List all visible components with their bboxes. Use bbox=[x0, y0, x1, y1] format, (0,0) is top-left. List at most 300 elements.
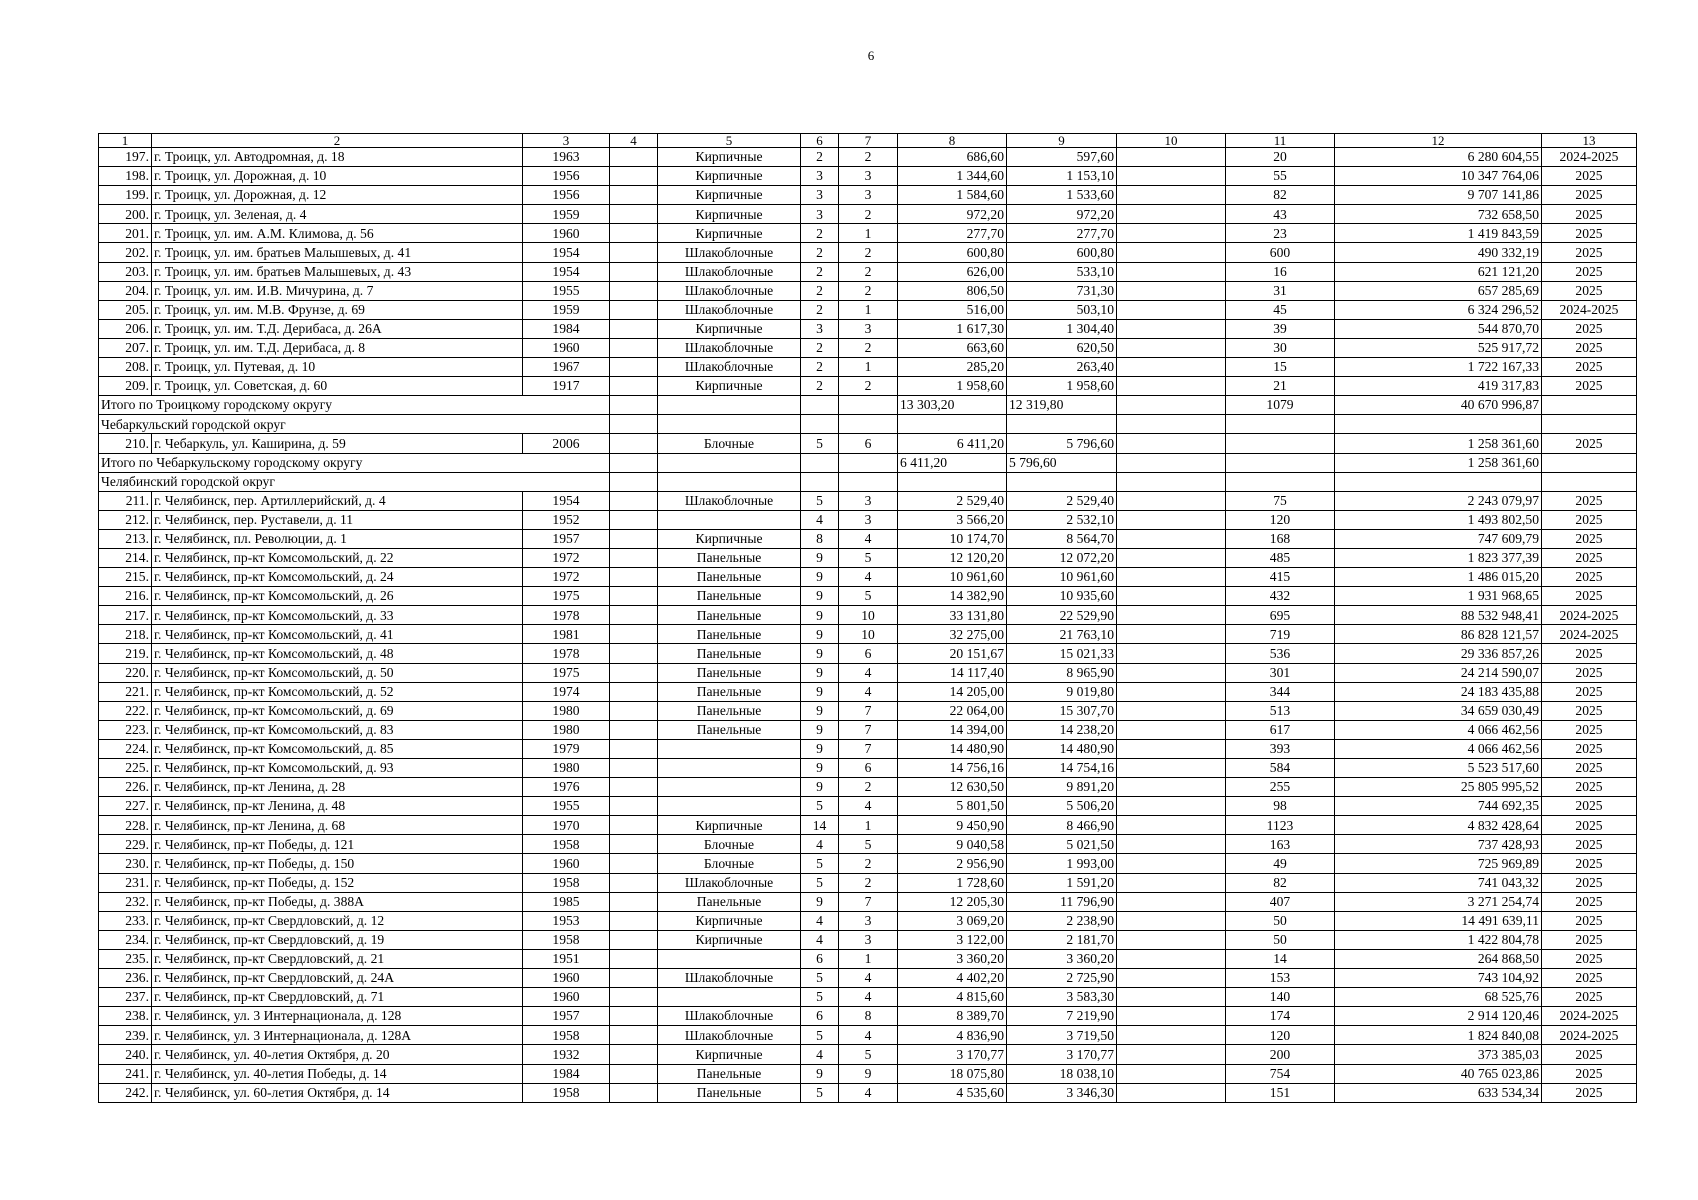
year-cell: 1957 bbox=[523, 529, 610, 548]
period-cell: 2025 bbox=[1542, 186, 1637, 205]
total-label: Итого по Троицкому городскому округу bbox=[99, 396, 610, 415]
living-area-cell: 22 529,90 bbox=[1007, 606, 1117, 625]
cost-cell: 6 280 604,55 bbox=[1335, 148, 1542, 167]
total-area-cell: 8 389,70 bbox=[898, 1007, 1007, 1026]
column-4-cell bbox=[610, 587, 658, 606]
address-cell: г. Челябинск, пл. Революции, д. 1 bbox=[152, 529, 523, 548]
total-area-cell: 686,60 bbox=[898, 148, 1007, 167]
entrances-cell: 10 bbox=[839, 625, 898, 644]
period-cell: 2025 bbox=[1542, 243, 1637, 262]
row-number: 209. bbox=[99, 377, 152, 396]
period-cell: 2025 bbox=[1542, 854, 1637, 873]
year-cell: 1960 bbox=[523, 224, 610, 243]
total-area-cell: 22 064,00 bbox=[898, 701, 1007, 720]
address-cell: г. Челябинск, пр-кт Комсомольский, д. 85 bbox=[152, 739, 523, 758]
column-10-cell bbox=[1117, 739, 1226, 758]
material-cell: Шлакоблочные bbox=[658, 491, 801, 510]
material-cell: Шлакоблочные bbox=[658, 969, 801, 988]
table-row bbox=[99, 548, 1637, 567]
total-area-cell: 5 801,50 bbox=[898, 797, 1007, 816]
table-row bbox=[99, 262, 1637, 281]
table-row bbox=[99, 759, 1637, 778]
entrances-cell: 7 bbox=[839, 739, 898, 758]
column-10-cell bbox=[1117, 148, 1226, 167]
cost-cell: 24 183 435,88 bbox=[1335, 682, 1542, 701]
row-number: 203. bbox=[99, 262, 152, 281]
entrances-cell: 4 bbox=[839, 1083, 898, 1102]
cost-cell: 2 914 120,46 bbox=[1335, 1007, 1542, 1026]
period-cell: 2025 bbox=[1542, 510, 1637, 529]
table-row bbox=[99, 606, 1637, 625]
period-cell: 2025 bbox=[1542, 873, 1637, 892]
year-cell: 1979 bbox=[523, 739, 610, 758]
total-area-cell: 4 535,60 bbox=[898, 1083, 1007, 1102]
table-row bbox=[99, 1045, 1637, 1064]
empty-cell bbox=[801, 472, 839, 491]
residents-cell: 20 bbox=[1226, 148, 1335, 167]
empty-cell bbox=[1542, 415, 1637, 434]
living-area-cell: 1 591,20 bbox=[1007, 873, 1117, 892]
floors-cell: 2 bbox=[801, 377, 839, 396]
residents-cell: 39 bbox=[1226, 319, 1335, 338]
column-4-cell bbox=[610, 148, 658, 167]
living-area-cell: 1 153,10 bbox=[1007, 167, 1117, 186]
row-number: 210. bbox=[99, 434, 152, 453]
year-cell: 1958 bbox=[523, 930, 610, 949]
entrances-cell: 7 bbox=[839, 720, 898, 739]
living-area-cell: 15 307,70 bbox=[1007, 701, 1117, 720]
entrances-cell: 2 bbox=[839, 873, 898, 892]
column-4-cell bbox=[610, 548, 658, 567]
material-cell: Кирпичные bbox=[658, 167, 801, 186]
column-10-cell bbox=[1117, 720, 1226, 739]
column-4-cell bbox=[610, 988, 658, 1007]
row-number: 232. bbox=[99, 892, 152, 911]
table-row bbox=[99, 358, 1637, 377]
column-number-header: 11 bbox=[1226, 134, 1335, 148]
table-row bbox=[99, 281, 1637, 300]
floors-cell: 14 bbox=[801, 816, 839, 835]
entrances-cell: 3 bbox=[839, 510, 898, 529]
entrances-cell: 1 bbox=[839, 300, 898, 319]
residents-cell: 30 bbox=[1226, 338, 1335, 357]
residents-cell: 82 bbox=[1226, 873, 1335, 892]
living-area-cell: 3 170,77 bbox=[1007, 1045, 1117, 1064]
address-cell: г. Троицк, ул. Советская, д. 60 bbox=[152, 377, 523, 396]
material-cell: Шлакоблочные bbox=[658, 338, 801, 357]
entrances-cell: 4 bbox=[839, 529, 898, 548]
residents-cell: 600 bbox=[1226, 243, 1335, 262]
row-number: 225. bbox=[99, 759, 152, 778]
residents-cell: 415 bbox=[1226, 568, 1335, 587]
cost-cell: 24 214 590,07 bbox=[1335, 663, 1542, 682]
table-row bbox=[99, 510, 1637, 529]
address-cell: г. Челябинск, пр-кт Ленина, д. 28 bbox=[152, 778, 523, 797]
table-row bbox=[99, 739, 1637, 758]
total-area-cell: 1 958,60 bbox=[898, 377, 1007, 396]
floors-cell: 3 bbox=[801, 167, 839, 186]
column-10-cell bbox=[1117, 759, 1226, 778]
cost-cell: 4 066 462,56 bbox=[1335, 739, 1542, 758]
column-10-cell bbox=[1117, 797, 1226, 816]
material-cell bbox=[658, 778, 801, 797]
column-10-cell bbox=[1117, 911, 1226, 930]
living-area-cell: 5 796,60 bbox=[1007, 434, 1117, 453]
address-cell: г. Челябинск, пр-кт Победы, д. 150 bbox=[152, 854, 523, 873]
address-cell: г. Троицк, ул. Зеленая, д. 4 bbox=[152, 205, 523, 224]
total-area-cell: 12 205,30 bbox=[898, 892, 1007, 911]
material-cell: Кирпичные bbox=[658, 930, 801, 949]
column-4-cell bbox=[610, 873, 658, 892]
period-cell: 2025 bbox=[1542, 587, 1637, 606]
floors-cell: 9 bbox=[801, 548, 839, 567]
total-area-cell: 1 344,60 bbox=[898, 167, 1007, 186]
living-area-cell: 7 219,90 bbox=[1007, 1007, 1117, 1026]
living-area-cell: 2 532,10 bbox=[1007, 510, 1117, 529]
row-number: 228. bbox=[99, 816, 152, 835]
column-10-cell bbox=[1117, 816, 1226, 835]
column-10-cell bbox=[1117, 969, 1226, 988]
floors-cell: 2 bbox=[801, 281, 839, 300]
table-row bbox=[99, 205, 1637, 224]
column-4-cell bbox=[610, 682, 658, 701]
period-cell: 2025 bbox=[1542, 358, 1637, 377]
table-row bbox=[99, 529, 1637, 548]
year-cell: 1978 bbox=[523, 644, 610, 663]
residents-cell: 719 bbox=[1226, 625, 1335, 644]
residents-cell: 485 bbox=[1226, 548, 1335, 567]
residents-cell: 31 bbox=[1226, 281, 1335, 300]
year-cell: 1959 bbox=[523, 205, 610, 224]
cost-cell: 732 658,50 bbox=[1335, 205, 1542, 224]
cost-cell: 25 805 995,52 bbox=[1335, 778, 1542, 797]
entrances-cell: 1 bbox=[839, 816, 898, 835]
residents-cell bbox=[1226, 453, 1335, 472]
column-4-cell bbox=[610, 816, 658, 835]
empty-cell bbox=[1117, 396, 1226, 415]
row-number: 220. bbox=[99, 663, 152, 682]
living-area-cell: 12 319,80 bbox=[1007, 396, 1117, 415]
entrances-cell: 2 bbox=[839, 148, 898, 167]
total-area-cell: 277,70 bbox=[898, 224, 1007, 243]
address-cell: г. Челябинск, ул. 60-летия Октября, д. 14 bbox=[152, 1083, 523, 1102]
column-10-cell bbox=[1117, 281, 1226, 300]
year-cell: 2006 bbox=[523, 434, 610, 453]
floors-cell: 9 bbox=[801, 701, 839, 720]
column-number-header: 1 bbox=[99, 134, 152, 148]
residents-cell: 120 bbox=[1226, 1026, 1335, 1045]
living-area-cell: 3 719,50 bbox=[1007, 1026, 1117, 1045]
entrances-cell: 3 bbox=[839, 186, 898, 205]
column-4-cell bbox=[610, 167, 658, 186]
row-number: 237. bbox=[99, 988, 152, 1007]
column-10-cell bbox=[1117, 930, 1226, 949]
entrances-cell: 10 bbox=[839, 606, 898, 625]
material-cell: Панельные bbox=[658, 625, 801, 644]
total-area-cell: 4 402,20 bbox=[898, 969, 1007, 988]
year-cell: 1932 bbox=[523, 1045, 610, 1064]
period-cell: 2025 bbox=[1542, 701, 1637, 720]
table-row bbox=[99, 1007, 1637, 1026]
year-cell: 1975 bbox=[523, 663, 610, 682]
residents-cell: 151 bbox=[1226, 1083, 1335, 1102]
material-cell: Шлакоблочные bbox=[658, 300, 801, 319]
living-area-cell: 12 072,20 bbox=[1007, 548, 1117, 567]
column-4-cell bbox=[610, 1064, 658, 1083]
table-row bbox=[99, 434, 1637, 453]
total-area-cell: 14 205,00 bbox=[898, 682, 1007, 701]
total-row bbox=[99, 396, 1637, 415]
residents-cell: 55 bbox=[1226, 167, 1335, 186]
row-number: 216. bbox=[99, 587, 152, 606]
residents-cell: 584 bbox=[1226, 759, 1335, 778]
floors-cell: 9 bbox=[801, 1064, 839, 1083]
table-row bbox=[99, 911, 1637, 930]
floors-cell: 9 bbox=[801, 644, 839, 663]
floors-cell: 9 bbox=[801, 739, 839, 758]
empty-cell bbox=[801, 415, 839, 434]
total-area-cell: 33 131,80 bbox=[898, 606, 1007, 625]
column-10-cell bbox=[1117, 644, 1226, 663]
address-cell: г. Троицк, ул. Дорожная, д. 10 bbox=[152, 167, 523, 186]
living-area-cell: 3 346,30 bbox=[1007, 1083, 1117, 1102]
cost-cell: 40 765 023,86 bbox=[1335, 1064, 1542, 1083]
empty-cell bbox=[898, 415, 1007, 434]
group-heading-row bbox=[99, 415, 1637, 434]
residents-cell: 1123 bbox=[1226, 816, 1335, 835]
year-cell: 1974 bbox=[523, 682, 610, 701]
address-cell: г. Чебаркуль, ул. Каширина, д. 59 bbox=[152, 434, 523, 453]
row-number: 224. bbox=[99, 739, 152, 758]
material-cell: Блочные bbox=[658, 434, 801, 453]
year-cell: 1978 bbox=[523, 606, 610, 625]
residents-cell: 82 bbox=[1226, 186, 1335, 205]
address-cell: г. Челябинск, пер. Руставели, д. 11 bbox=[152, 510, 523, 529]
column-number-row bbox=[99, 134, 1637, 148]
address-cell: г. Троицк, ул. им. И.В. Мичурина, д. 7 bbox=[152, 281, 523, 300]
residents-cell: 695 bbox=[1226, 606, 1335, 625]
cost-cell: 4 066 462,56 bbox=[1335, 720, 1542, 739]
total-area-cell: 4 815,60 bbox=[898, 988, 1007, 1007]
entrances-cell: 5 bbox=[839, 587, 898, 606]
empty-cell bbox=[1542, 472, 1637, 491]
material-cell: Кирпичные bbox=[658, 319, 801, 338]
total-area-cell: 2 956,90 bbox=[898, 854, 1007, 873]
material-cell: Шлакоблочные bbox=[658, 281, 801, 300]
floors-cell: 4 bbox=[801, 1045, 839, 1064]
table-row bbox=[99, 778, 1637, 797]
table-row bbox=[99, 644, 1637, 663]
total-area-cell: 14 117,40 bbox=[898, 663, 1007, 682]
year-cell: 1960 bbox=[523, 854, 610, 873]
period-cell: 2025 bbox=[1542, 548, 1637, 567]
period-cell: 2024-2025 bbox=[1542, 625, 1637, 644]
residents-cell: 21 bbox=[1226, 377, 1335, 396]
cost-cell: 4 832 428,64 bbox=[1335, 816, 1542, 835]
address-cell: г. Троицк, ул. им. М.В. Фрунзе, д. 69 bbox=[152, 300, 523, 319]
residents-cell: 120 bbox=[1226, 510, 1335, 529]
residents-cell: 200 bbox=[1226, 1045, 1335, 1064]
row-number: 202. bbox=[99, 243, 152, 262]
period-cell: 2025 bbox=[1542, 835, 1637, 854]
empty-cell bbox=[1542, 453, 1637, 472]
year-cell: 1959 bbox=[523, 300, 610, 319]
cost-cell: 1 931 968,65 bbox=[1335, 587, 1542, 606]
column-10-cell bbox=[1117, 568, 1226, 587]
column-10-cell bbox=[1117, 377, 1226, 396]
material-cell: Панельные bbox=[658, 892, 801, 911]
address-cell: г. Челябинск, ул. 3 Интернационала, д. 128А bbox=[152, 1026, 523, 1045]
year-cell: 1958 bbox=[523, 1083, 610, 1102]
table-row bbox=[99, 148, 1637, 167]
column-10-cell bbox=[1117, 625, 1226, 644]
column-10-cell bbox=[1117, 319, 1226, 338]
residents-cell: 301 bbox=[1226, 663, 1335, 682]
total-area-cell: 14 394,00 bbox=[898, 720, 1007, 739]
entrances-cell: 4 bbox=[839, 568, 898, 587]
period-cell: 2025 bbox=[1542, 949, 1637, 968]
cost-cell: 1 722 167,33 bbox=[1335, 358, 1542, 377]
cost-cell: 88 532 948,41 bbox=[1335, 606, 1542, 625]
floors-cell: 9 bbox=[801, 568, 839, 587]
cost-cell: 1 493 802,50 bbox=[1335, 510, 1542, 529]
group-heading: Челябинский городской округ bbox=[99, 472, 610, 491]
floors-cell: 2 bbox=[801, 224, 839, 243]
address-cell: г. Челябинск, пр-кт Комсомольский, д. 48 bbox=[152, 644, 523, 663]
total-row bbox=[99, 453, 1637, 472]
total-area-cell: 663,60 bbox=[898, 338, 1007, 357]
table-row bbox=[99, 568, 1637, 587]
total-area-cell: 13 303,20 bbox=[898, 396, 1007, 415]
empty-cell bbox=[658, 472, 801, 491]
row-number: 207. bbox=[99, 338, 152, 357]
living-area-cell: 8 564,70 bbox=[1007, 529, 1117, 548]
period-cell: 2025 bbox=[1542, 529, 1637, 548]
entrances-cell: 2 bbox=[839, 778, 898, 797]
period-cell: 2025 bbox=[1542, 759, 1637, 778]
address-cell: г. Челябинск, пр-кт Свердловский, д. 71 bbox=[152, 988, 523, 1007]
total-area-cell: 18 075,80 bbox=[898, 1064, 1007, 1083]
entrances-cell: 7 bbox=[839, 892, 898, 911]
total-area-cell: 600,80 bbox=[898, 243, 1007, 262]
cost-cell: 744 692,35 bbox=[1335, 797, 1542, 816]
address-cell: г. Троицк, ул. им. А.М. Климова, д. 56 bbox=[152, 224, 523, 243]
column-number-header: 2 bbox=[152, 134, 523, 148]
cost-cell: 14 491 639,11 bbox=[1335, 911, 1542, 930]
row-number: 242. bbox=[99, 1083, 152, 1102]
row-number: 221. bbox=[99, 682, 152, 701]
living-area-cell: 1 958,60 bbox=[1007, 377, 1117, 396]
total-area-cell: 12 630,50 bbox=[898, 778, 1007, 797]
year-cell: 1952 bbox=[523, 510, 610, 529]
cost-cell: 9 707 141,86 bbox=[1335, 186, 1542, 205]
entrances-cell: 7 bbox=[839, 701, 898, 720]
living-area-cell: 1 993,00 bbox=[1007, 854, 1117, 873]
address-cell: г. Челябинск, ул. 40-летия Победы, д. 14 bbox=[152, 1064, 523, 1083]
column-10-cell bbox=[1117, 682, 1226, 701]
address-cell: г. Челябинск, пр-кт Комсомольский, д. 41 bbox=[152, 625, 523, 644]
cost-cell: 419 317,83 bbox=[1335, 377, 1542, 396]
material-cell: Панельные bbox=[658, 606, 801, 625]
floors-cell: 5 bbox=[801, 1026, 839, 1045]
row-number: 222. bbox=[99, 701, 152, 720]
empty-cell bbox=[839, 472, 898, 491]
living-area-cell: 3 583,30 bbox=[1007, 988, 1117, 1007]
total-area-cell: 6 411,20 bbox=[898, 434, 1007, 453]
floors-cell: 2 bbox=[801, 300, 839, 319]
floors-cell: 8 bbox=[801, 529, 839, 548]
empty-cell bbox=[1542, 396, 1637, 415]
residents-cell: 16 bbox=[1226, 262, 1335, 281]
empty-cell bbox=[658, 415, 801, 434]
year-cell: 1975 bbox=[523, 587, 610, 606]
material-cell: Кирпичные bbox=[658, 224, 801, 243]
row-number: 212. bbox=[99, 510, 152, 529]
residents-cell: 344 bbox=[1226, 682, 1335, 701]
address-cell: г. Троицк, ул. им. Т.Д. Дерибаса, д. 26А bbox=[152, 319, 523, 338]
column-4-cell bbox=[610, 338, 658, 357]
row-number: 234. bbox=[99, 930, 152, 949]
residents-cell: 50 bbox=[1226, 911, 1335, 930]
period-cell: 2025 bbox=[1542, 1045, 1637, 1064]
cost-cell: 2 243 079,97 bbox=[1335, 491, 1542, 510]
total-area-cell: 14 756,16 bbox=[898, 759, 1007, 778]
cost-cell: 1 419 843,59 bbox=[1335, 224, 1542, 243]
total-area-cell: 3 360,20 bbox=[898, 949, 1007, 968]
material-cell: Панельные bbox=[658, 1083, 801, 1102]
column-10-cell bbox=[1117, 949, 1226, 968]
year-cell: 1967 bbox=[523, 358, 610, 377]
living-area-cell: 972,20 bbox=[1007, 205, 1117, 224]
floors-cell: 5 bbox=[801, 491, 839, 510]
page-number: 6 bbox=[867, 48, 875, 63]
cost-cell: 737 428,93 bbox=[1335, 835, 1542, 854]
table-row bbox=[99, 930, 1637, 949]
row-number: 233. bbox=[99, 911, 152, 930]
column-10-cell bbox=[1117, 606, 1226, 625]
empty-cell bbox=[839, 415, 898, 434]
cost-cell: 5 523 517,60 bbox=[1335, 759, 1542, 778]
residents-cell: 75 bbox=[1226, 491, 1335, 510]
floors-cell: 9 bbox=[801, 606, 839, 625]
total-area-cell: 3 170,77 bbox=[898, 1045, 1007, 1064]
living-area-cell: 15 021,33 bbox=[1007, 644, 1117, 663]
row-number: 206. bbox=[99, 319, 152, 338]
living-area-cell: 503,10 bbox=[1007, 300, 1117, 319]
empty-cell bbox=[610, 453, 658, 472]
total-area-cell: 14 382,90 bbox=[898, 587, 1007, 606]
entrances-cell: 2 bbox=[839, 377, 898, 396]
column-4-cell bbox=[610, 300, 658, 319]
floors-cell: 9 bbox=[801, 720, 839, 739]
residents-cell: 617 bbox=[1226, 720, 1335, 739]
entrances-cell: 2 bbox=[839, 205, 898, 224]
year-cell: 1981 bbox=[523, 625, 610, 644]
table-row bbox=[99, 377, 1637, 396]
table-row bbox=[99, 797, 1637, 816]
floors-cell: 9 bbox=[801, 682, 839, 701]
cost-cell: 1 258 361,60 bbox=[1335, 434, 1542, 453]
empty-cell bbox=[1226, 415, 1335, 434]
empty-cell bbox=[1117, 472, 1226, 491]
living-area-cell: 9 019,80 bbox=[1007, 682, 1117, 701]
cost-cell: 68 525,76 bbox=[1335, 988, 1542, 1007]
table-row bbox=[99, 300, 1637, 319]
period-cell: 2025 bbox=[1542, 319, 1637, 338]
row-number: 204. bbox=[99, 281, 152, 300]
cost-cell: 1 422 804,78 bbox=[1335, 930, 1542, 949]
row-number: 235. bbox=[99, 949, 152, 968]
